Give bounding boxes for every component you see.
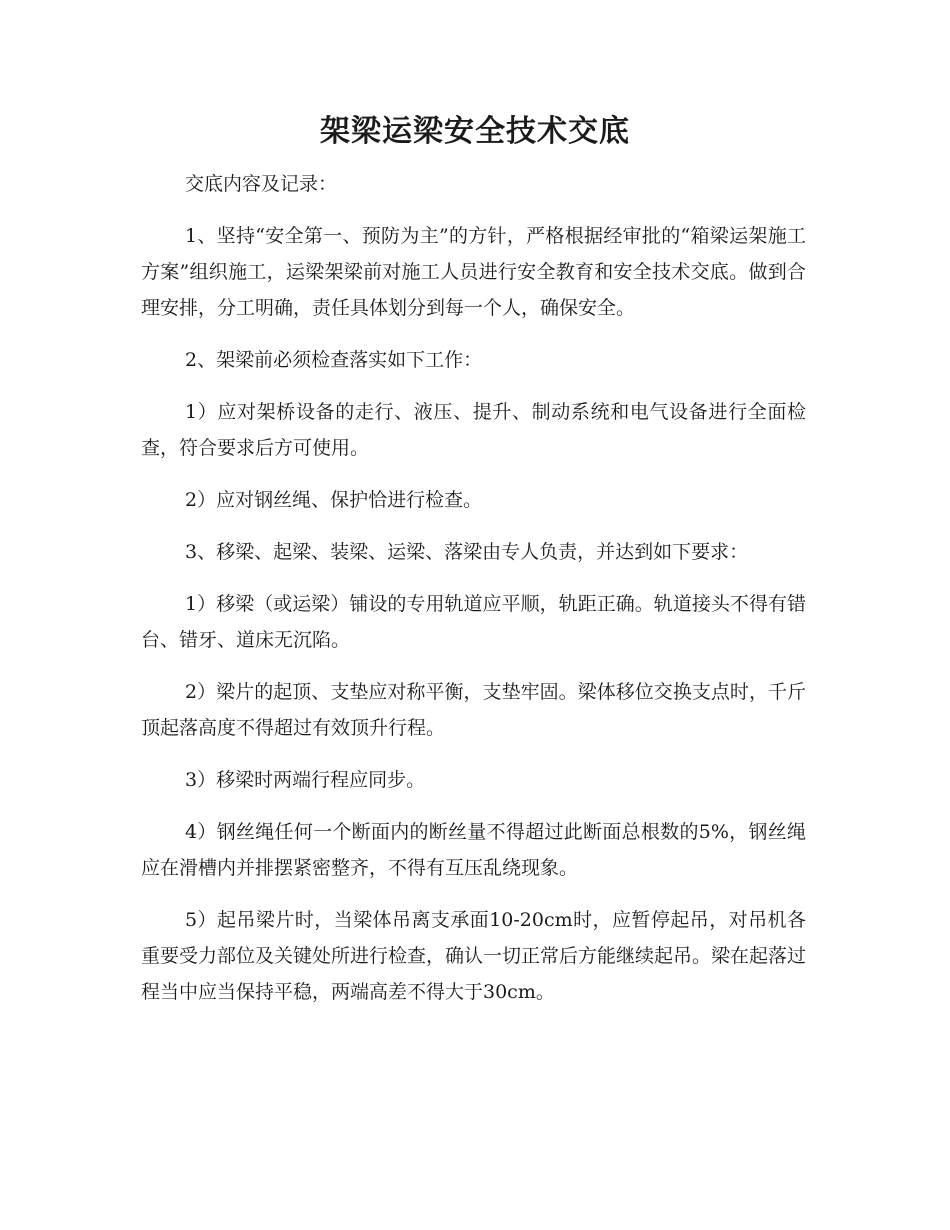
paragraph-3-5: 5）起吊梁片时，当梁体吊离支承面10-20cm时，应暂停起吊，对吊机各重要受力部位及关键处所进行检查，确认一切正常后方能继续起吊。梁在起落过程当中应当保持平稳，两端高差不得大于30cm。 <box>141 909 807 1003</box>
paragraph-2: 2、架梁前必须检查落实如下工作： <box>185 349 483 371</box>
paragraph-3: 3、移梁、起梁、装梁、运梁、落梁由专人负责，并达到如下要求： <box>185 541 749 563</box>
paragraph-3-3: 3）移梁时两端行程应同步。 <box>185 769 426 791</box>
paragraph-3-2: 2）梁片的起顶、支垫应对称平衡，支垫牢固。梁体移位交换支点时，千斤顶起落高度不得超过有效顶升行程。 <box>141 681 806 739</box>
paragraph-2-2: 2）应对钢丝绳、保护恰进行检查。 <box>185 489 483 511</box>
document-body <box>141 166 806 1026</box>
paragraph-3-1: 1）移梁（或运梁）铺设的专用轨道应平顺，轨距正确。轨道接头不得有错台、错牙、道床无沉陷。 <box>141 593 806 651</box>
document-title: 架梁运梁安全技术交底 <box>320 114 630 149</box>
paragraph-2-1: 1）应对架桥设备的走行、液压、提升、制动系统和电气设备进行全面检查，符合要求后方可使用。 <box>141 401 806 459</box>
paragraph-1: 1、坚持“安全第一、预防为主”的方针，严格根据经审批的“箱梁运架施工方案”组织施工，运梁架梁前对施工人员进行安全教育和安全技术交底。做到合理安排，分工明确，责任具体划分到每一个人，确保安全。 <box>141 225 806 319</box>
paragraph-3-4: 4）钢丝绳任何一个断面内的断丝量不得超过此断面总根数的5%，钢丝绳应在滑槽内并排摆紧密整齐，不得有互压乱绕现象。 <box>141 821 806 879</box>
paragraph-intro: 交底内容及记录： <box>185 173 338 195</box>
